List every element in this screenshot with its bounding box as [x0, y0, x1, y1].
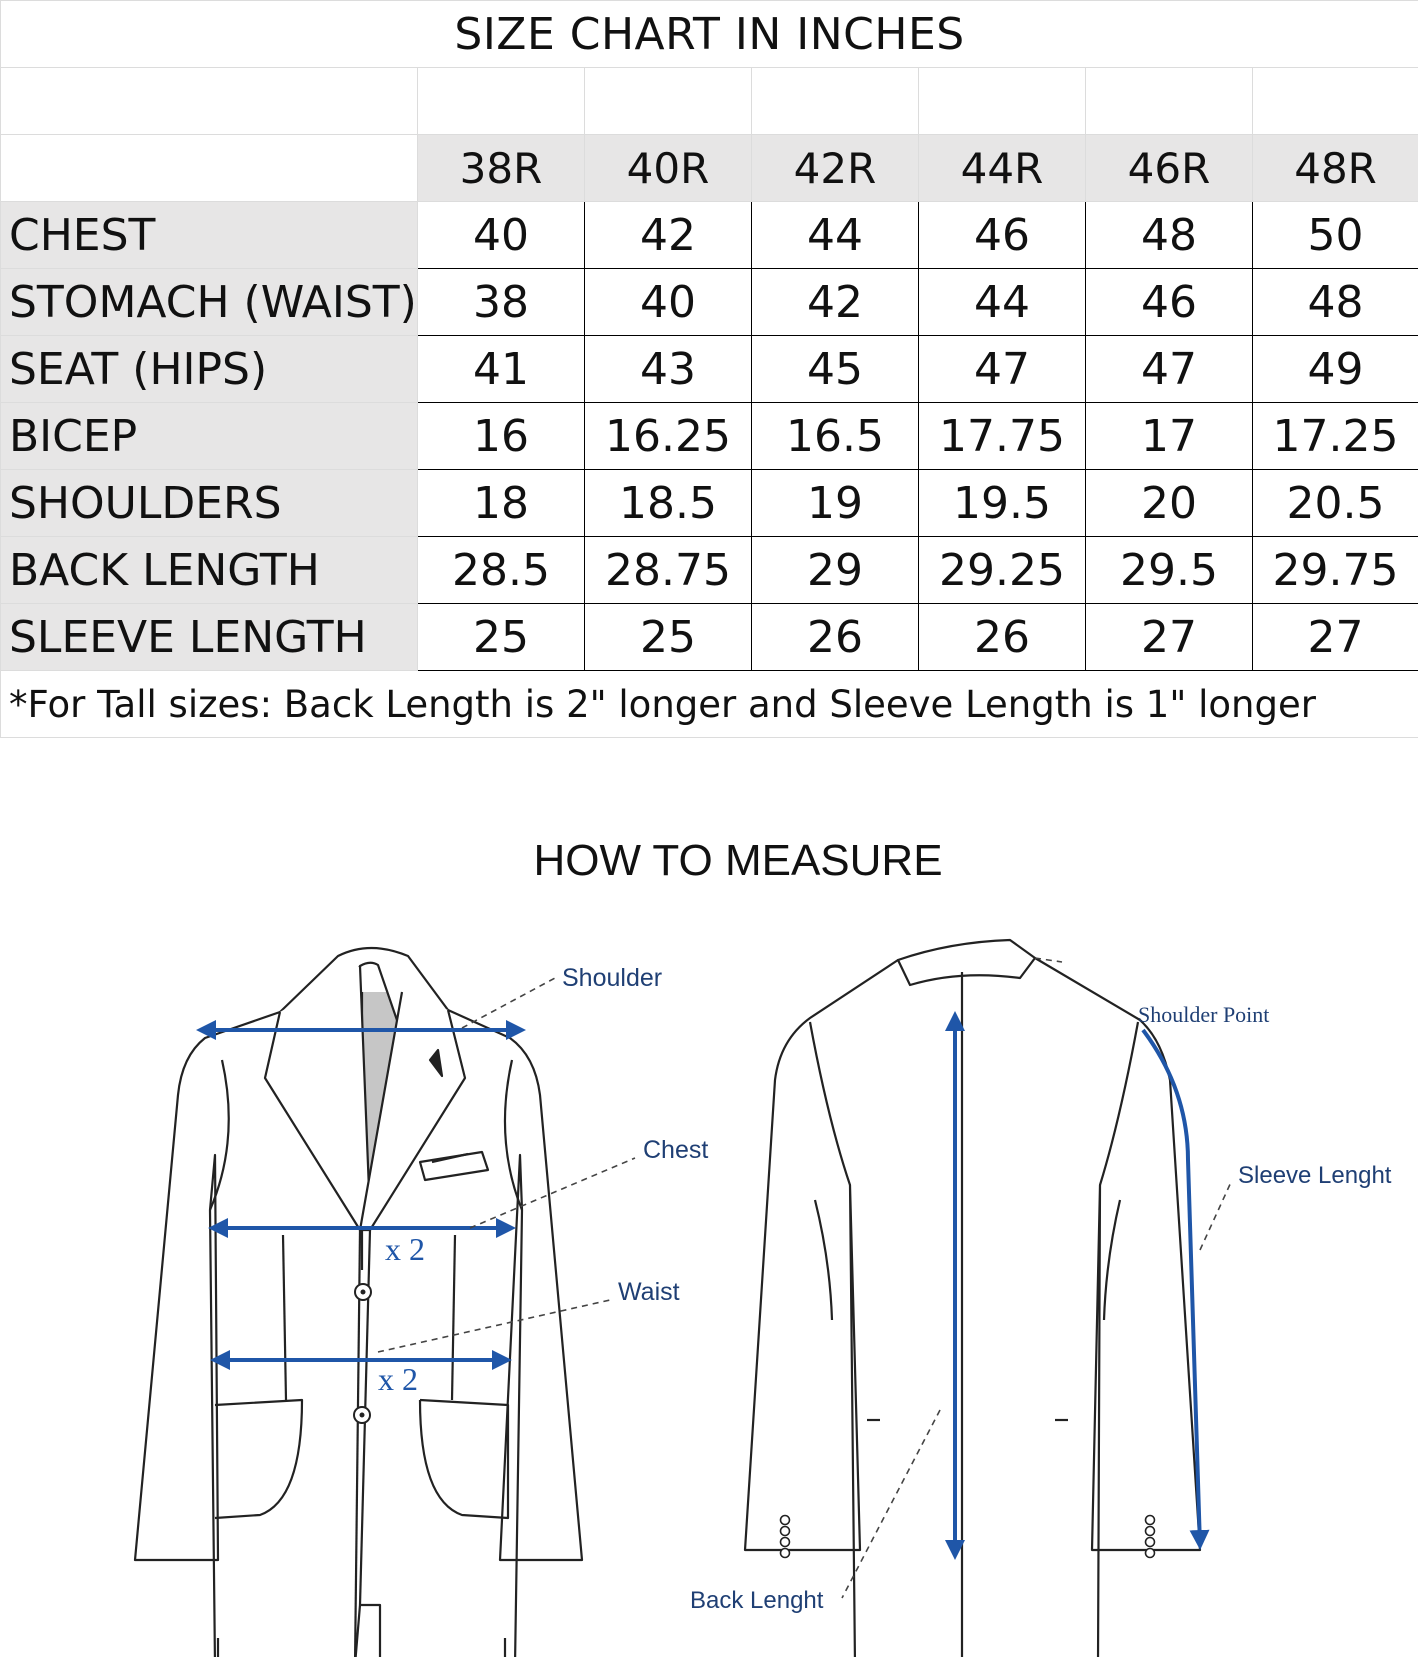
row-label: BICEP [1, 403, 418, 470]
table-cell: 46 [919, 202, 1086, 269]
empty-cell [1086, 68, 1253, 135]
measurement-row-stomach [1, 269, 1418, 336]
shoulder-point-label: Shoulder Point [1138, 1002, 1270, 1027]
shoulder-label: Shoulder [562, 964, 663, 992]
table-cell: 16.25 [585, 403, 752, 470]
table-cell: 17 [1086, 403, 1253, 470]
table-cell: 42 [752, 269, 919, 336]
footnote-row [1, 671, 1418, 738]
empty-cell [418, 68, 585, 135]
table-cell: 18 [418, 470, 585, 537]
chest-multiplier: x 2 [385, 1231, 425, 1267]
table-cell: 29.75 [1253, 537, 1418, 604]
table-cell: 28.75 [585, 537, 752, 604]
button-hole [361, 1290, 366, 1295]
empty-cell [1, 68, 418, 135]
table-cell: 27 [1253, 604, 1418, 671]
table-cell: 45 [752, 336, 919, 403]
table-cell: 42 [585, 202, 752, 269]
row-label: SHOULDERS [1, 470, 418, 537]
empty-cell [1, 135, 418, 202]
waist-label: Waist [618, 1278, 680, 1306]
measurement-row-back-length [1, 537, 1418, 604]
waist-multiplier: x 2 [378, 1361, 418, 1397]
table-cell: 49 [1253, 336, 1418, 403]
table-cell: 40 [585, 269, 752, 336]
table-cell: 41 [418, 336, 585, 403]
row-label: STOMACH (WAIST) [1, 269, 418, 336]
size-header: 44R [919, 135, 1086, 202]
size-chart-table [0, 0, 1418, 738]
size-header-row [1, 135, 1418, 202]
table-cell: 16 [418, 403, 585, 470]
measurement-row-seat [1, 336, 1418, 403]
measurement-row-chest [1, 202, 1418, 269]
front-jacket-drawing [135, 948, 582, 1657]
table-cell: 47 [1086, 336, 1253, 403]
chest-label: Chest [643, 1136, 709, 1164]
table-cell: 20.5 [1253, 470, 1418, 537]
table-cell: 44 [752, 202, 919, 269]
back-leader-lines [842, 958, 1232, 1598]
table-cell: 26 [919, 604, 1086, 671]
table-cell: 20 [1086, 470, 1253, 537]
measurement-row-sleeve-length [1, 604, 1418, 671]
spacer-row [1, 68, 1418, 135]
table-cell: 46 [1086, 269, 1253, 336]
button-hole [360, 1413, 365, 1418]
row-label: CHEST [1, 202, 418, 269]
row-label: SLEEVE LENGTH [1, 604, 418, 671]
empty-cell [919, 68, 1086, 135]
back-length-label: Back Lenght [690, 1587, 824, 1614]
measure-illustration [0, 760, 1418, 1657]
table-cell: 44 [919, 269, 1086, 336]
size-header: 48R [1253, 135, 1418, 202]
size-header: 46R [1086, 135, 1253, 202]
table-cell: 16.5 [752, 403, 919, 470]
table-cell: 48 [1086, 202, 1253, 269]
size-chart-title: SIZE CHART IN INCHES [1, 1, 1418, 68]
table-cell: 40 [418, 202, 585, 269]
table-cell: 43 [585, 336, 752, 403]
size-header: 38R [418, 135, 585, 202]
table-cell: 28.5 [418, 537, 585, 604]
row-label: SEAT (HIPS) [1, 336, 418, 403]
size-header: 40R [585, 135, 752, 202]
table-cell: 29.25 [919, 537, 1086, 604]
table-cell: 29 [752, 537, 919, 604]
empty-cell [1253, 68, 1418, 135]
size-chart [0, 0, 1418, 730]
table-cell: 29.5 [1086, 537, 1253, 604]
how-to-measure-title: HOW TO MEASURE [533, 836, 943, 885]
table-cell: 19.5 [919, 470, 1086, 537]
how-to-measure-diagram [0, 760, 1418, 1657]
table-cell: 38 [418, 269, 585, 336]
table-cell: 50 [1253, 202, 1418, 269]
table-cell: 26 [752, 604, 919, 671]
title-row [1, 1, 1418, 68]
table-cell: 47 [919, 336, 1086, 403]
table-cell: 19 [752, 470, 919, 537]
table-cell: 18.5 [585, 470, 752, 537]
table-cell: 25 [585, 604, 752, 671]
empty-cell [585, 68, 752, 135]
size-header: 42R [752, 135, 919, 202]
table-cell: 27 [1086, 604, 1253, 671]
table-cell: 17.75 [919, 403, 1086, 470]
row-label: BACK LENGTH [1, 537, 418, 604]
table-cell: 17.25 [1253, 403, 1418, 470]
sleeve-length-label: Sleeve Lenght [1238, 1162, 1392, 1189]
empty-cell [752, 68, 919, 135]
measurement-row-shoulders [1, 470, 1418, 537]
tall-sizes-note: *For Tall sizes: Back Length is 2" longer and Sleeve Length is 1" longer [1, 671, 1418, 738]
measurement-row-bicep [1, 403, 1418, 470]
table-cell: 48 [1253, 269, 1418, 336]
table-cell: 25 [418, 604, 585, 671]
back-jacket-drawing [745, 940, 1200, 1657]
